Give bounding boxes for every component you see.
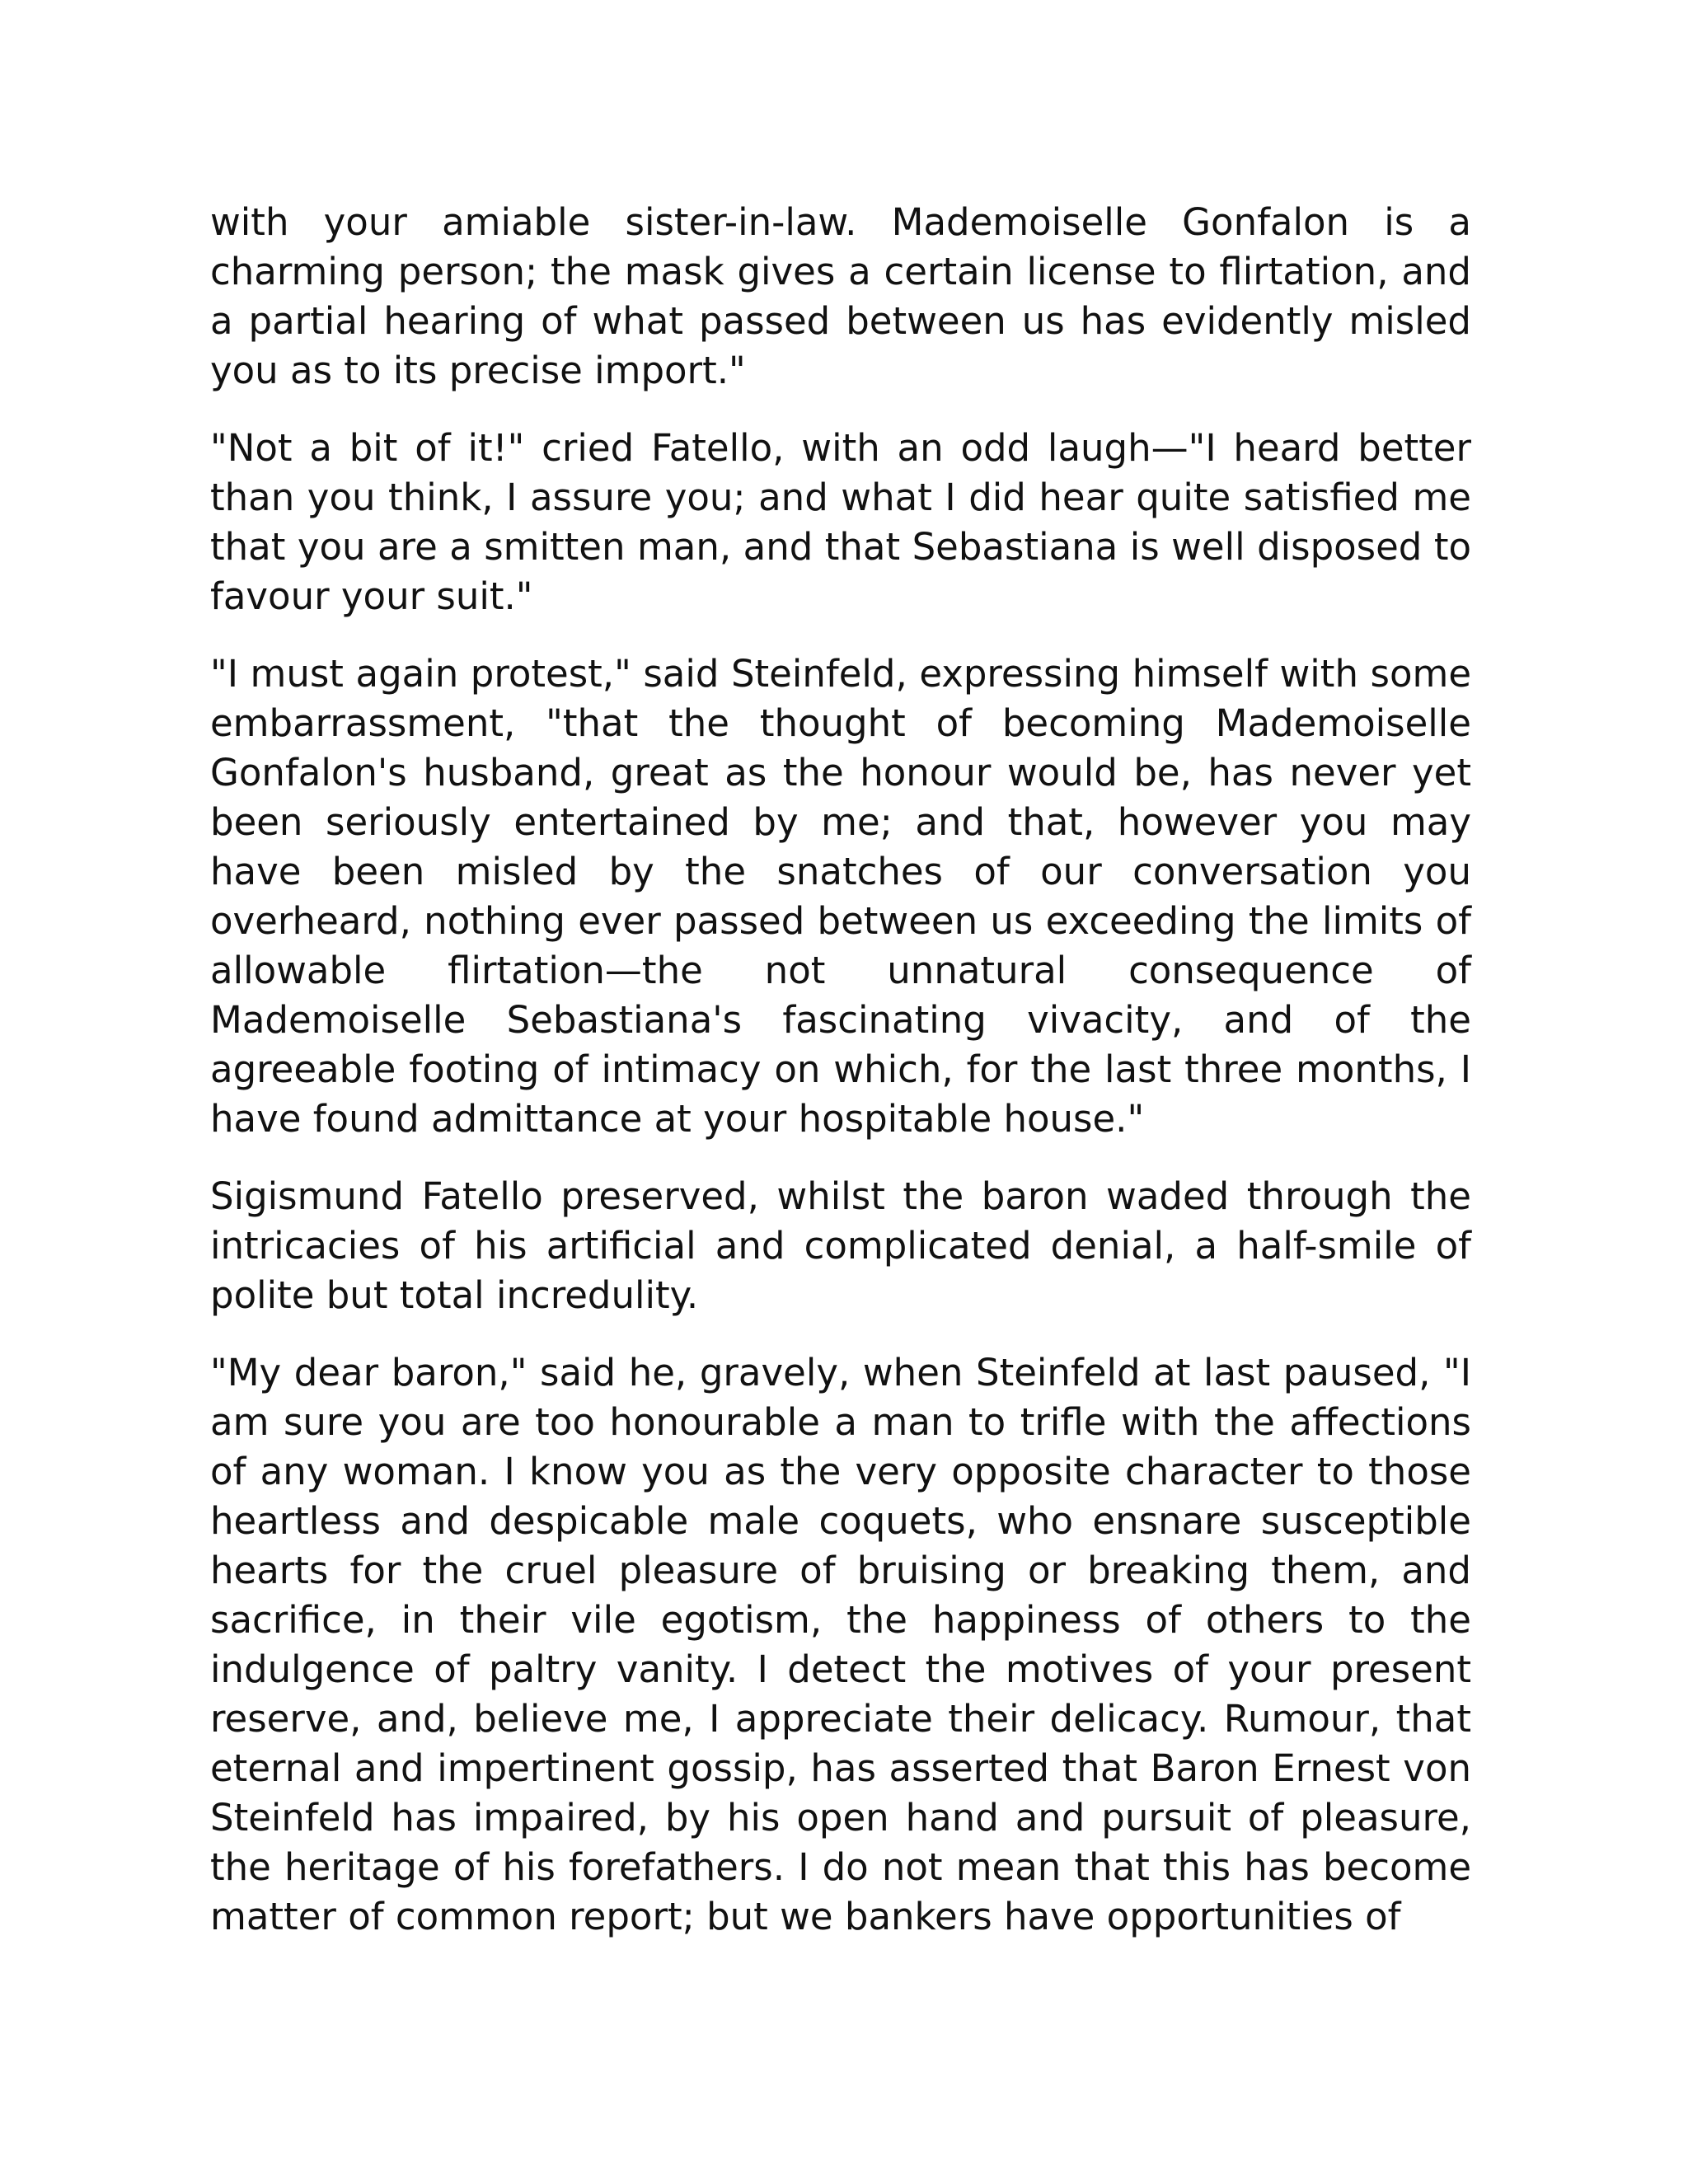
- paragraph-3: "I must again protest," said Steinfeld, expressing himself with some embarrassment, "that the thought of becoming Mademoiselle Gonfalon's husband, great as the honour would be, has never yet been seriously entertained by me; and that, however you may have been misled by the snatches of our conversation you overheard, nothing ever passed between us exceeding the limits of allowable flirtation—the not unnatural consequence of Mademoiselle Sebastiana's fascinating vivacity, and of the agreeable footing of intimacy on which, for the last three months, I have found admittance at your hospitable house.": [210, 652, 1471, 1141]
- paragraph-1: with your amiable sister-in-law. Mademoiselle Gonfalon is a charming person; the mask gives a certain license to flirtation, and a partial hearing of what passed between us has evidently misled you as to its precise import.": [210, 200, 1471, 392]
- body-text: [210, 198, 1471, 1970]
- paragraph-4: Sigismund Fatello preserved, whilst the baron waded through the intricacies of his artificial and complicated denial, a half-smile of polite but total incredulity.: [210, 1174, 1471, 1317]
- paragraph-2: "Not a bit of it!" cried Fatello, with an odd laugh—"I heard better than you think, I assure you; and what I did hear quite satisfied me that you are a smitten man, and that Sebastiana is well disposed to favour your suit.": [210, 426, 1471, 618]
- paragraph-5: "My dear baron," said he, gravely, when Steinfeld at last paused, "I am sure you are too honourable a man to trifle with the affections of any woman. I know you as the very opposite character to those heartless and despicable male coquets, who ensnare susceptible hearts for the cruel pleasure of bruising or breaking them, and sacrifice, in their vile egotism, the happiness of others to the indulgence of paltry vanity. I detect the motives of your present reserve, and, believe me, I appreciate their delicacy. Rumour, that eternal and impertinent gossip, has asserted that Baron Ernest von Steinfeld has impaired, by his open hand and pursuit of pleasure, the heritage of his forefathers. I do not mean that this has become matter of common report; but we bankers have opportunities of: [210, 1351, 1471, 1938]
